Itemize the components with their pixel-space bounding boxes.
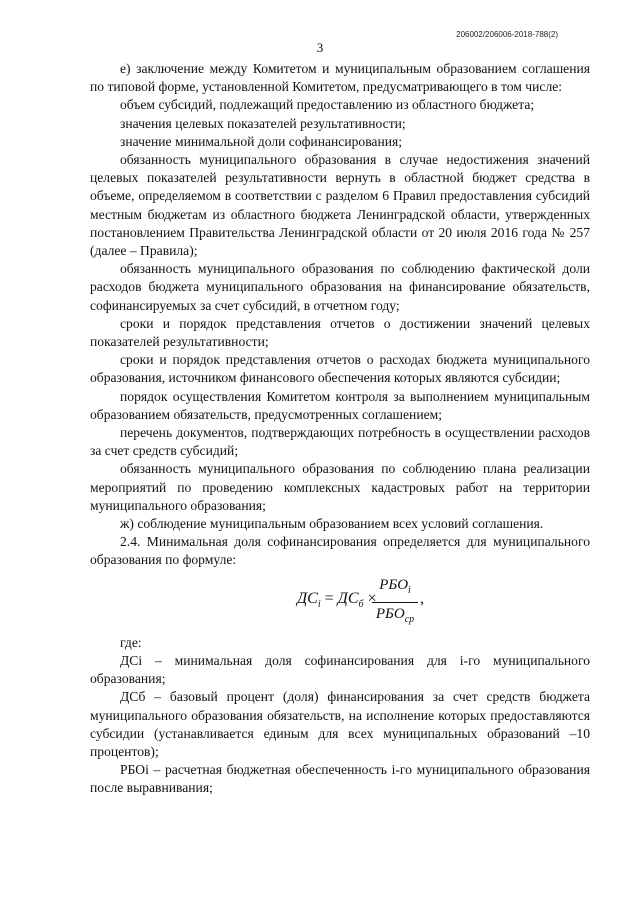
paragraph: ДСб – базовый процент (доля) финансирования за счет средств бюджета муниципального образования обязательств, на исполнение которых предоставляются субсидии (устанавливается единым для всех муниципальных образований –10 процентов); bbox=[90, 689, 590, 759]
paragraph: обязанность муниципального образования в случае недостижения значений целевых показателей результативности вернуть в областной бюджет средства в объеме, определяемом в соответствии с разделом 6 Правил предоставления субсидий местным бюджетам из областного бюджета Ленинградской области, утвержденных постановлением Правительства Ленинградской области от 20 июля 2016 года № 257 (далее – Правила); bbox=[90, 152, 590, 259]
formula-comma: , bbox=[420, 589, 424, 607]
fraction-bar bbox=[372, 602, 418, 603]
paragraph: порядок осуществления Комитетом контроля за выполнением муниципальным образованием обязательств, предусмотренных соглашением; bbox=[90, 388, 590, 422]
paragraph: где: bbox=[120, 634, 142, 650]
paragraph: обязанность муниципального образования по соблюдению фактической доли расходов бюджета муниципального образования на финансирование обязательств, софинансируемых за счет субсидий, в отчетном году; bbox=[90, 261, 590, 313]
formula-numerator: $РБО_i$ bbox=[379, 576, 411, 596]
formula-fraction bbox=[372, 576, 418, 629]
paragraph: е) заключение между Комитетом и муниципальным образованием соглашения по типовой форме, установленной Комитетом, предусматривающего в том числе: bbox=[90, 61, 590, 95]
paragraph: 2.4. Минимальная доля софинансирования определяется для муниципального образования по формуле: bbox=[90, 534, 590, 568]
document-body bbox=[90, 60, 590, 798]
paragraph: сроки и порядок представления отчетов о достижении значений целевых показателей результативности; bbox=[90, 315, 590, 350]
page-number: 3 bbox=[316, 40, 324, 55]
paragraph: ж) соблюдение муниципальным образованием всех условий соглашения. bbox=[120, 516, 544, 532]
document-id: 206002/206006-2018-788(2) bbox=[456, 30, 558, 39]
paragraph: перечень документов, подтверждающих потребность в осуществлении расходов за счет средств субсидий; bbox=[90, 425, 590, 459]
paragraph: обязанность муниципального образования по соблюдению плана реализации мероприятий по проведению комплексных кадастровых работ на территории муниципального образования; bbox=[90, 461, 590, 513]
paragraph: объем субсидий, подлежащий предоставлению из областного бюджета; bbox=[120, 97, 535, 113]
paragraph: РБОi – расчетная бюджетная обеспеченность i-го муниципального образования после выравнивания; bbox=[90, 762, 590, 796]
formula bbox=[90, 576, 590, 626]
formula-lhs: $ДС_i = ДС_б$ × bbox=[297, 589, 377, 610]
formula-denominator: $РБО_{ср}$ bbox=[375, 605, 415, 625]
paragraph: значение минимальной доли софинансирования; bbox=[120, 133, 403, 149]
paragraph: значения целевых показателей результативности; bbox=[120, 115, 406, 131]
paragraph: сроки и порядок представления отчетов о расходах бюджета муниципального образования, источником финансового обеспечения которых являются субсидии; bbox=[90, 352, 590, 386]
paragraph: ДСi – минимальная доля софинансирования для i-го муниципального образования; bbox=[90, 652, 590, 687]
